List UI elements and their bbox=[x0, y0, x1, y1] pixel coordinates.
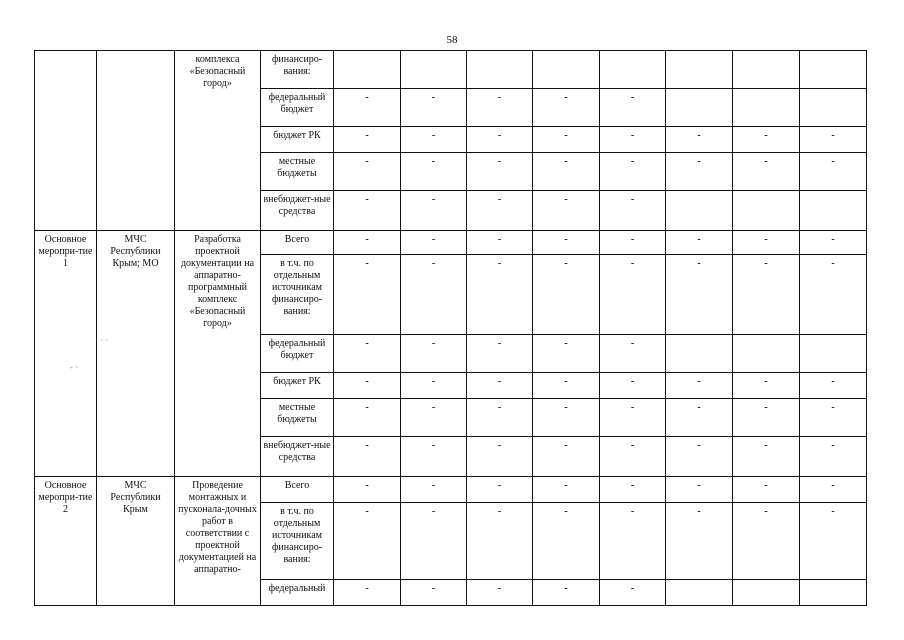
value-cell: - bbox=[533, 477, 600, 503]
description-cell: Проведение монтажных и пусконала-дочных работ в соответствии с проектной документацией на аппаратно- bbox=[175, 477, 261, 606]
value-cell: - bbox=[334, 503, 401, 580]
value-cell: - bbox=[666, 399, 733, 437]
value-cell: - bbox=[401, 399, 467, 437]
value-cell: - bbox=[733, 231, 800, 255]
value-cell: - bbox=[600, 335, 666, 373]
value-cell bbox=[733, 335, 800, 373]
table-row bbox=[35, 231, 867, 255]
value-cell bbox=[666, 89, 733, 127]
funding-source-cell: в т.ч. по отдельным источникам финансиро-вания: bbox=[261, 503, 334, 580]
value-cell: - bbox=[401, 437, 467, 477]
value-cell bbox=[666, 580, 733, 606]
value-cell: - bbox=[666, 477, 733, 503]
value-cell: - bbox=[733, 437, 800, 477]
scan-mark: · · bbox=[100, 335, 109, 345]
value-cell: - bbox=[334, 255, 401, 335]
executor-cell: МЧС Республики Крым; МО bbox=[97, 231, 175, 477]
value-cell: - bbox=[334, 153, 401, 191]
value-cell bbox=[800, 335, 867, 373]
value-cell: - bbox=[533, 503, 600, 580]
value-cell: - bbox=[401, 231, 467, 255]
funding-source-cell: федеральный bbox=[261, 580, 334, 606]
funding-source-cell: федеральный бюджет bbox=[261, 89, 334, 127]
value-cell: - bbox=[334, 477, 401, 503]
funding-source-cell: в т.ч. по отдельным источникам финансиро-вания: bbox=[261, 255, 334, 335]
value-cell: - bbox=[600, 89, 666, 127]
value-cell: - bbox=[666, 373, 733, 399]
value-cell: - bbox=[533, 255, 600, 335]
value-cell: - bbox=[467, 255, 533, 335]
value-cell: - bbox=[800, 437, 867, 477]
value-cell: - bbox=[334, 437, 401, 477]
description-cell: Разработка проектной документации на аппаратно-программный комплекс «Безопасный город» bbox=[175, 231, 261, 477]
value-cell: - bbox=[800, 127, 867, 153]
value-cell: - bbox=[666, 153, 733, 191]
value-cell: - bbox=[401, 153, 467, 191]
value-cell bbox=[533, 51, 600, 89]
value-cell bbox=[733, 580, 800, 606]
value-cell: - bbox=[600, 191, 666, 231]
value-cell: - bbox=[467, 373, 533, 399]
value-cell: - bbox=[334, 399, 401, 437]
value-cell: - bbox=[467, 127, 533, 153]
description-cell: комплекса «Безопасный город» bbox=[175, 51, 261, 231]
value-cell: - bbox=[401, 255, 467, 335]
executor-cell: МЧС Республики Крым bbox=[97, 477, 175, 606]
value-cell: - bbox=[600, 255, 666, 335]
value-cell: - bbox=[600, 437, 666, 477]
value-cell: - bbox=[600, 127, 666, 153]
funding-source-cell: бюджет РК bbox=[261, 373, 334, 399]
value-cell: - bbox=[733, 255, 800, 335]
value-cell bbox=[334, 51, 401, 89]
value-cell bbox=[800, 580, 867, 606]
funding-source-cell: внебюджет-ные средства bbox=[261, 191, 334, 231]
value-cell: - bbox=[800, 153, 867, 191]
activity-name-cell: Основное меропри-тие 2 bbox=[35, 477, 97, 606]
funding-source-cell: местные бюджеты bbox=[261, 399, 334, 437]
value-cell: - bbox=[467, 437, 533, 477]
funding-source-cell: федеральный бюджет bbox=[261, 335, 334, 373]
value-cell: - bbox=[467, 503, 533, 580]
value-cell: - bbox=[533, 437, 600, 477]
value-cell: - bbox=[467, 335, 533, 373]
value-cell bbox=[800, 89, 867, 127]
value-cell: - bbox=[733, 153, 800, 191]
value-cell bbox=[467, 51, 533, 89]
value-cell: - bbox=[334, 231, 401, 255]
value-cell: - bbox=[334, 89, 401, 127]
value-cell: - bbox=[467, 580, 533, 606]
value-cell bbox=[600, 51, 666, 89]
value-cell: - bbox=[401, 373, 467, 399]
activity-name-cell bbox=[35, 51, 97, 231]
value-cell: - bbox=[467, 399, 533, 437]
value-cell: - bbox=[334, 191, 401, 231]
value-cell bbox=[733, 89, 800, 127]
funding-source-cell: местные бюджеты bbox=[261, 153, 334, 191]
financing-table bbox=[34, 50, 867, 606]
table-row bbox=[35, 477, 867, 503]
value-cell: - bbox=[334, 335, 401, 373]
funding-source-cell: финансиро-вания: bbox=[261, 51, 334, 89]
value-cell: - bbox=[533, 153, 600, 191]
value-cell bbox=[733, 191, 800, 231]
value-cell: - bbox=[666, 437, 733, 477]
value-cell: - bbox=[401, 335, 467, 373]
executor-cell bbox=[97, 51, 175, 231]
value-cell: - bbox=[533, 89, 600, 127]
value-cell: - bbox=[733, 373, 800, 399]
value-cell: - bbox=[733, 477, 800, 503]
value-cell: - bbox=[401, 89, 467, 127]
value-cell bbox=[800, 51, 867, 89]
funding-source-cell: внебюджет-ные средства bbox=[261, 437, 334, 477]
value-cell: - bbox=[600, 477, 666, 503]
value-cell: - bbox=[733, 127, 800, 153]
value-cell bbox=[666, 51, 733, 89]
value-cell: - bbox=[467, 191, 533, 231]
value-cell: - bbox=[401, 477, 467, 503]
value-cell: - bbox=[334, 373, 401, 399]
value-cell: - bbox=[467, 153, 533, 191]
funding-source-cell: бюджет РК bbox=[261, 127, 334, 153]
value-cell: - bbox=[600, 580, 666, 606]
value-cell: - bbox=[666, 255, 733, 335]
value-cell: - bbox=[401, 127, 467, 153]
page-number: 58 bbox=[446, 34, 458, 46]
table-row bbox=[35, 51, 867, 89]
value-cell bbox=[666, 335, 733, 373]
value-cell: - bbox=[401, 503, 467, 580]
funding-source-cell: Всего bbox=[261, 477, 334, 503]
value-cell: - bbox=[800, 373, 867, 399]
value-cell: - bbox=[533, 335, 600, 373]
value-cell: - bbox=[533, 191, 600, 231]
value-cell: - bbox=[533, 399, 600, 437]
value-cell: - bbox=[533, 231, 600, 255]
value-cell: - bbox=[733, 399, 800, 437]
value-cell: - bbox=[800, 503, 867, 580]
value-cell: - bbox=[733, 503, 800, 580]
value-cell: - bbox=[600, 373, 666, 399]
value-cell: - bbox=[467, 231, 533, 255]
value-cell: - bbox=[800, 399, 867, 437]
value-cell: - bbox=[800, 231, 867, 255]
funding-source-cell: Всего bbox=[261, 231, 334, 255]
value-cell: - bbox=[467, 477, 533, 503]
value-cell bbox=[733, 51, 800, 89]
value-cell bbox=[800, 191, 867, 231]
value-cell: - bbox=[533, 580, 600, 606]
value-cell: - bbox=[800, 477, 867, 503]
value-cell: - bbox=[800, 255, 867, 335]
value-cell: - bbox=[600, 231, 666, 255]
activity-name-cell: Основное меропри-тие 1 bbox=[35, 231, 97, 477]
value-cell: - bbox=[401, 191, 467, 231]
value-cell bbox=[401, 51, 467, 89]
value-cell bbox=[666, 191, 733, 231]
value-cell: - bbox=[666, 503, 733, 580]
value-cell: - bbox=[666, 127, 733, 153]
value-cell: - bbox=[666, 231, 733, 255]
value-cell: - bbox=[467, 89, 533, 127]
value-cell: - bbox=[334, 127, 401, 153]
value-cell: - bbox=[334, 580, 401, 606]
scan-mark: - · bbox=[70, 362, 79, 372]
value-cell: - bbox=[600, 399, 666, 437]
value-cell: - bbox=[533, 127, 600, 153]
value-cell: - bbox=[533, 373, 600, 399]
value-cell: - bbox=[401, 580, 467, 606]
value-cell: - bbox=[600, 503, 666, 580]
value-cell: - bbox=[600, 153, 666, 191]
